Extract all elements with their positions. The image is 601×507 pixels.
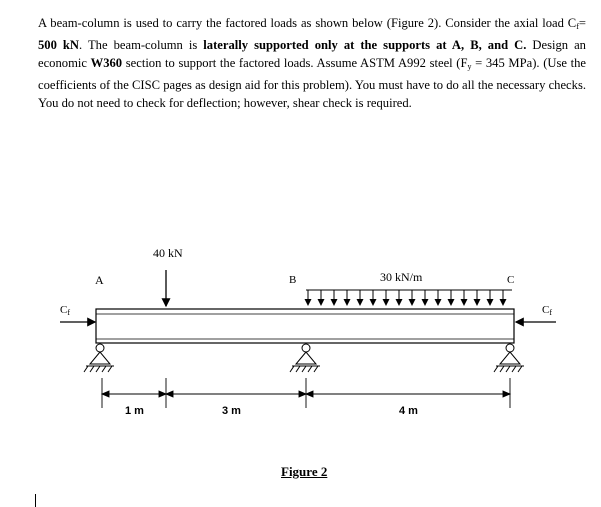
axial-load-symbol: C [60,304,68,316]
text-run: A beam-column is used to carry the factored loads as shown below (Figure 2). Consider the axial load C [38,16,577,30]
axial-load-left-label [60,304,70,317]
support-c [494,344,524,372]
support-a-label: A [95,273,104,287]
point-load-label: 40 kN [153,246,183,260]
text-run: = 345 MPa). (Use the coefficients of the CISC pages as design aid for this problem). You must have to do all the necessary checks. You do not need to check for deflection; however, shear check is required. [38,56,586,110]
subscript: f [67,308,71,317]
udl-arrows [306,290,512,305]
dimension-4m: 4 m [399,405,418,417]
axial-load-right-label [542,304,552,317]
subscript: f [549,308,553,317]
support-a [84,344,114,372]
bold-text: laterally supported only at the supports at A, B, and C. [203,38,527,52]
text-run: Design an economic [38,38,586,70]
dimension-lines [102,378,510,408]
udl-label: 30 kN/m [380,270,423,284]
axial-load-symbol: C [542,304,550,316]
support-b-label: B [289,274,297,286]
dimension-3m: 3 m [222,405,241,417]
text-run: = [578,16,586,30]
bold-text: W360 [90,56,123,70]
text-cursor [35,494,36,507]
text-run: section to support the factored loads. Assume ASTM A992 steel (F [122,56,468,70]
figure-caption: Figure 2 [281,464,328,479]
dimension-1m: 1 m [125,405,144,417]
bold-text: 500 kN [38,38,80,52]
support-b [290,344,320,372]
subscript: y [467,62,472,71]
support-c-label: C [507,274,515,286]
subscript: f [576,22,579,31]
text-run: . The beam-column is [79,38,204,52]
